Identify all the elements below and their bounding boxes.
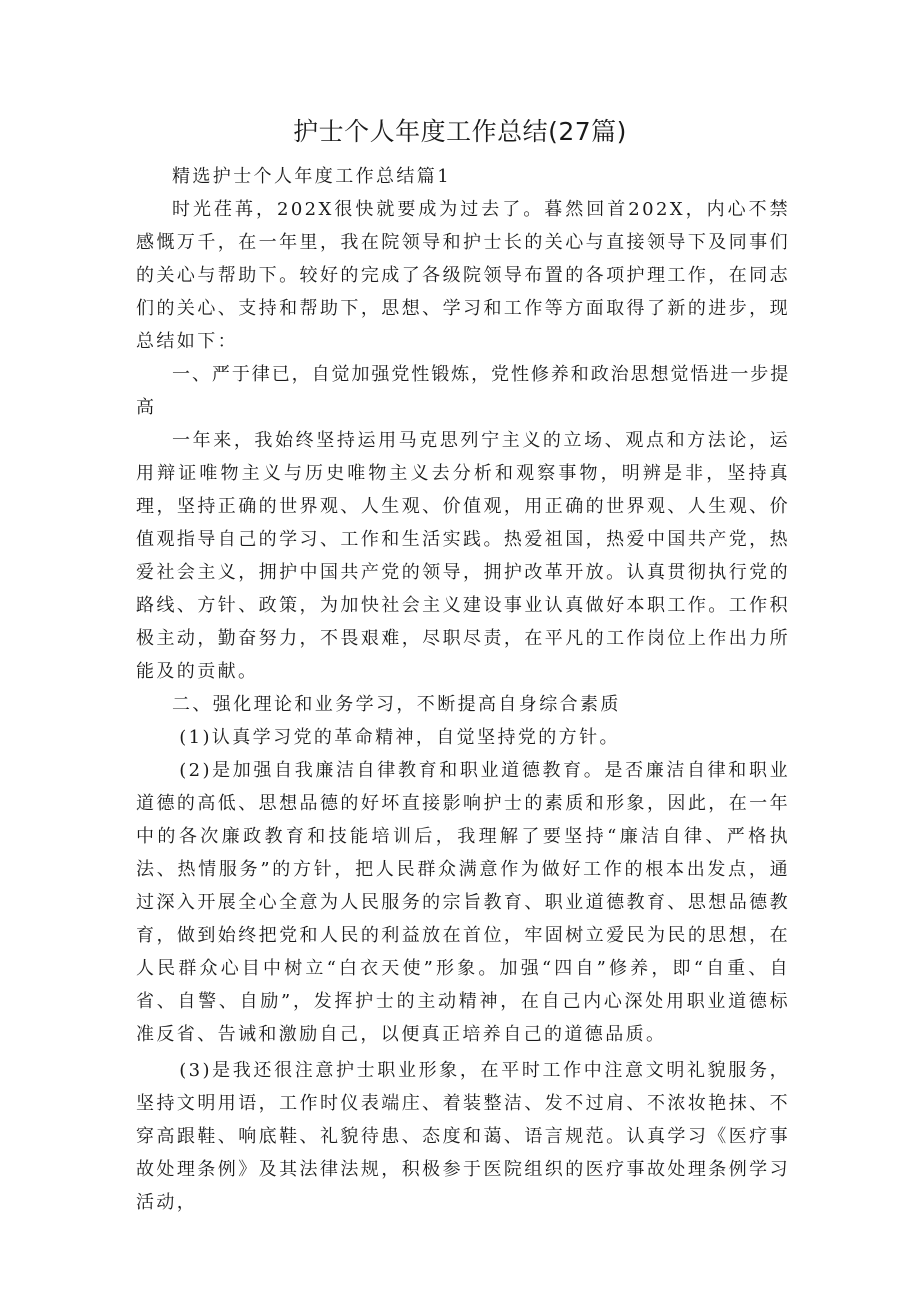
list-item-3: (3)是我还很注意护士职业形象，在平时工作中注意文明礼貌服务，坚持文明用语，工作时仪表端庄、着装整洁、发不过肩、不浓妆艳抹、不穿高跟鞋、响底鞋、礼貌待患、态度和蔼、语言规范。认真学习《医疗事故处理条例》及其法律法规，积极参于医院组织的医疗事故处理条例学习活动， [136, 1060, 790, 1213]
article-heading: 精选护士个人年度工作总结篇1 [172, 166, 452, 187]
intro-paragraph: 时光荏苒，202X很快就要成为过去了。暮然回首202X，内心不禁感慨万千，在一年里，我在院领导和护士长的关心与直接领导下及同事们的关心与帮助下。较好的完成了各级院领导布置的各项护理工作，在同志们的关心、支持和帮助下，思想、学习和工作等方面取得了新的进步，现总结如下： [136, 199, 790, 352]
section-1-paragraph: 一年来，我始终坚持运用马克思列宁主义的立场、观点和方法论，运用辩证唯物主义与历史唯物主义去分析和观察事物，明辨是非，坚持真理，坚持正确的世界观、人生观、价值观，用正确的世界观、人生观、价值观指导自己的学习、工作和生活实践。热爱祖国，热爱中国共产党，热爱社会主义，拥护中国共产党的领导，拥护改革开放。认真贯彻执行党的路线、方针、政策，为加快社会主义建设事业认真做好本职工作。工作积极主动，勤奋努力，不畏艰难，尽职尽责，在平凡的工作岗位上作出力所能及的贡献。 [136, 430, 790, 682]
document-body [136, 160, 790, 1219]
section-heading-1: 一、严于律已，自觉加强党性锻炼，党性修养和政治思想觉悟进一步提高 [136, 364, 790, 418]
list-item-2: (2)是加强自我廉洁自律教育和职业道德教育。是否廉洁自律和职业道德的高低、思想品德的好坏直接影响护士的素质和形象，因此，在一年中的各次廉政教育和技能培训后，我理解了要坚持“廉洁自律、严格执法、热情服务”的方针，把人民群众满意作为做好工作的根本出发点，通过深入开展全心全意为人民服务的宗旨教育、职业道德教育、思想品德教育，做到始终把党和人民的利益放在首位，牢固树立爱民为民的思想，在人民群众心目中树立“白衣天使”形象。加强“四自”修养，即“自重、自省、自警、自励”，发挥护士的主动精神，在自己内心深处用职业道德标准反省、告诫和激励自己，以便真正培养自己的道德品质。 [136, 760, 790, 1045]
section-heading-2: 二、强化理论和业务学习，不断提高自身综合素质 [172, 694, 621, 715]
list-item-1: (1)认真学习党的革命精神，自觉坚持党的方针。 [179, 727, 620, 748]
document-title: 护士个人年度工作总结(27篇) [293, 117, 627, 146]
